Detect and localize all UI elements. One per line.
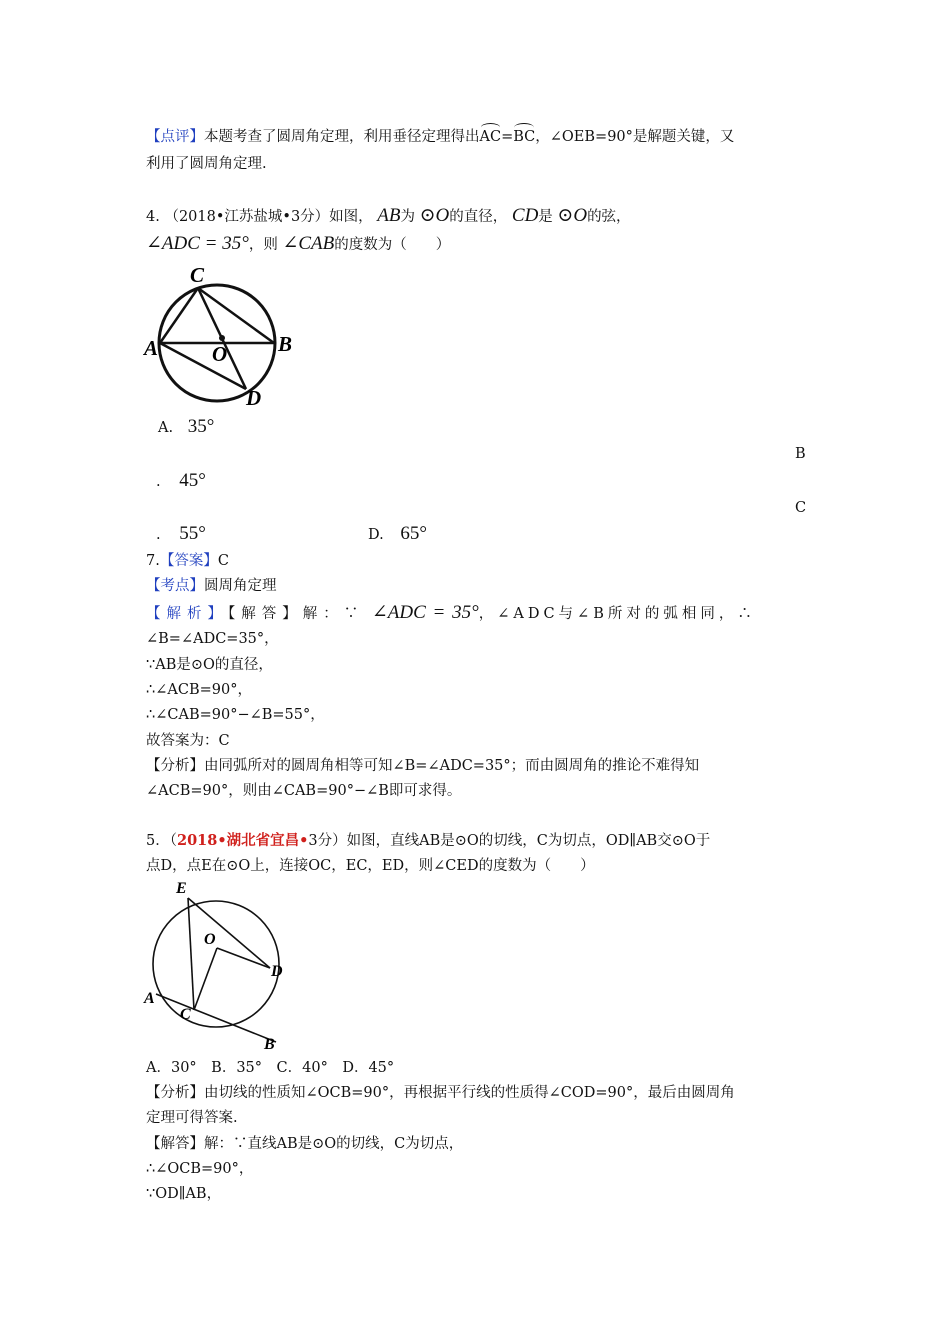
q4-step-1: ∠B=∠ADC=35°， [146, 631, 279, 647]
q4-text-7: 的度数为（ ） [334, 237, 451, 253]
q5-line-1 [146, 830, 710, 852]
answer-number: 7. [146, 553, 160, 569]
q5-jieda-line [146, 1133, 463, 1155]
q4-step-2: ∵AB是⊙O的直径， [146, 657, 273, 673]
q5-label-e: E [176, 880, 187, 897]
q5-label-b: B [264, 1036, 275, 1052]
q4-fenxi-line-1 [146, 755, 699, 777]
q4-line-1 [146, 205, 631, 228]
q4-label-c: C [190, 263, 205, 287]
q5-source: 2018•湖北省宜昌• [176, 832, 309, 849]
option-c-dot: . [156, 527, 161, 543]
q4-option-b [156, 470, 206, 493]
q4-text-2: 为 [400, 209, 416, 225]
arc-ac: AC [480, 126, 502, 148]
q5-line-2: 点D，点E在⊙O上，连接OC，EC，ED，则∠CED的度数为（ ） [146, 858, 595, 874]
q4-step-5: 故答案为：C [146, 733, 230, 749]
solve-text-2: ，∠ADC与∠B所对的弧相同，∴ [478, 606, 756, 622]
option-a-label: A. [158, 420, 174, 436]
q5-label-a: A [144, 990, 155, 1007]
option-b-value: 45° [179, 470, 206, 491]
q4-cd: CD [511, 205, 539, 226]
q4-text-3: 的直径， [449, 209, 508, 225]
q4-angle-cab: ∠CAB [282, 233, 335, 254]
q4-step-3: ∴∠ACB=90°， [146, 682, 252, 698]
q5-text-1: 3分）如图，直线AB是⊙O的切线，C为切点，OD∥AB交⊙O于 [308, 833, 711, 849]
analysis-tag: 【解析】 [146, 606, 228, 622]
q5-label-o: O [204, 931, 216, 948]
q5-step-1: ∴∠OCB=90°， [146, 1161, 254, 1177]
q5-number: 5．（ [146, 833, 177, 849]
arc-bc: BC [513, 126, 535, 148]
review-text-2: ，∠OEB=90°是解题关键，又 [535, 129, 735, 145]
q4-angle-adc: ∠ADC = 35° [146, 233, 249, 254]
q5-fenxi-text: 由切线的性质知∠OCB=90°，再根据平行线的性质得∠COD=90°，最后由圆周角 [204, 1085, 735, 1101]
q4-answer [146, 550, 229, 572]
point-text: 圆周角定理 [204, 578, 277, 594]
q4-point [146, 575, 277, 597]
q4-ab: AB [377, 205, 401, 226]
solve-angle: ∠ADC = 35° [371, 602, 479, 623]
q5-tangent-figure [138, 876, 298, 1052]
fenxi-text-1: 由同弧所对的圆周角相等可知∠B=∠ADC=35°；而由圆周角的推论不难得知 [204, 758, 700, 774]
answer-value: C [217, 553, 229, 569]
solve-tag: 【解答】 [228, 606, 303, 622]
q4-label-o: O [212, 342, 228, 366]
q4-text-1: 4. （2018•江苏盐城•3分）如图， [146, 209, 373, 225]
q4-line-2 [146, 233, 450, 256]
option-d-value: 65° [400, 523, 427, 544]
review-line-1 [146, 126, 734, 148]
q4-circle-o-2: ⊙O [557, 205, 588, 226]
q5-fenxi-tag: 【分析】 [146, 1085, 204, 1101]
q5-options: A．30° B．35° C．40° D．45° [146, 1060, 395, 1076]
option-b-dot: . [156, 474, 161, 490]
q5-fenxi-line-2: 定理可得答案. [146, 1110, 238, 1126]
q5-label-d: D [271, 963, 283, 980]
q4-circle-figure [140, 262, 305, 410]
q5-label-c: C [180, 1006, 191, 1023]
q4-option-a [158, 416, 214, 439]
q4-option-c [156, 523, 206, 546]
q4-label-b: B [278, 332, 293, 356]
solve-text-1: 解：∵ [302, 606, 365, 622]
option-c-value: 55° [179, 523, 206, 544]
option-a-value: 35° [187, 416, 215, 437]
q4-text-4: 是 [538, 209, 553, 225]
q4-text-6: ，则 [248, 237, 278, 253]
option-d-label: D. [368, 527, 384, 543]
answer-tag: 【答案】 [159, 553, 218, 569]
q4-option-d [368, 523, 427, 546]
fenxi-tag: 【分析】 [146, 758, 204, 774]
q4-fenxi-line-2: ∠ACB=90°，则由∠CAB=90°−∠B即可求得。 [146, 783, 462, 799]
q4-step-4: ∴∠CAB=90°−∠B=55°， [146, 707, 325, 723]
arc-equals: = [501, 129, 514, 145]
q4-label-a: A [144, 336, 159, 360]
review-line-2: 利用了圆周角定理. [146, 156, 267, 172]
q5-fenxi-line-1 [146, 1082, 735, 1104]
q4-option-b-label: B [795, 446, 806, 462]
q4-solve-line [146, 602, 756, 625]
q4-circle-o-1: ⊙O [419, 205, 450, 226]
q4-text-5: 的弦， [587, 209, 631, 225]
review-text-1: 本题考查了圆周角定理，利用垂径定理得出 [204, 129, 480, 145]
q5-jieda-text: 解：∵直线AB是⊙O的切线，C为切点， [204, 1136, 464, 1152]
review-tag: 【点评】 [146, 129, 204, 145]
q4-option-c-label: C [795, 500, 807, 516]
q5-jieda-tag: 【解答】 [146, 1136, 204, 1152]
q4-label-d: D [246, 386, 262, 410]
point-tag: 【考点】 [146, 578, 204, 594]
q5-step-2: ∵OD∥AB， [146, 1186, 222, 1202]
